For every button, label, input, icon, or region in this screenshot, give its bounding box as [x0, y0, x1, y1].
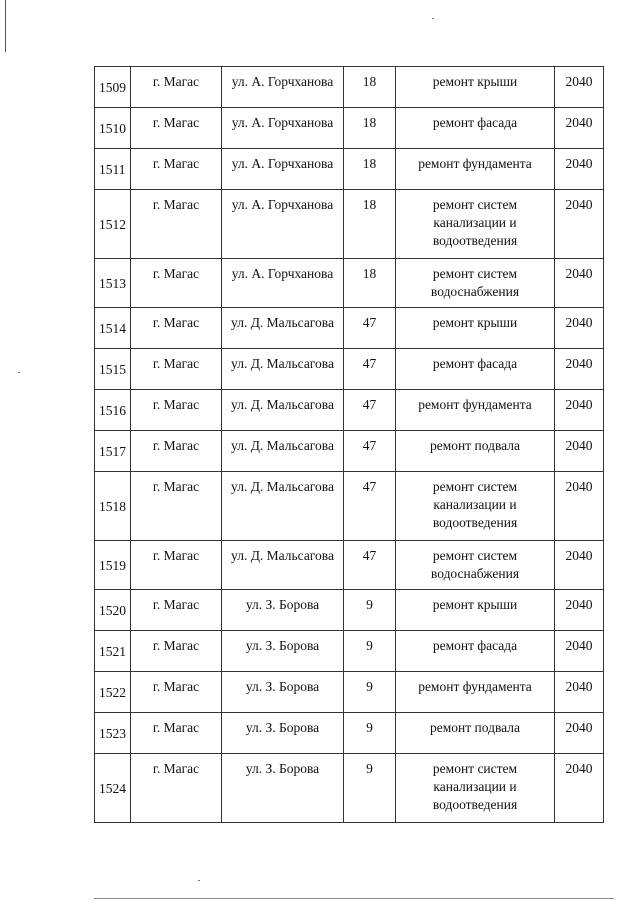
row-number: 1513: [95, 259, 131, 308]
year-cell: 2040: [555, 541, 604, 590]
street-cell: ул. Д. Мальсагова: [222, 390, 344, 431]
row-number: 1523: [95, 713, 131, 754]
table-row: [95, 349, 604, 390]
house-number-cell: 18: [344, 190, 396, 259]
year-cell: 2040: [555, 754, 604, 823]
house-number-cell: 9: [344, 672, 396, 713]
house-number-cell: 47: [344, 472, 396, 541]
row-number: 1511: [95, 149, 131, 190]
work-type-cell: ремонт фундамента: [396, 672, 555, 713]
work-type-cell: ремонт подвала: [396, 431, 555, 472]
house-number-cell: 47: [344, 308, 396, 349]
year-cell: 2040: [555, 590, 604, 631]
year-cell: 2040: [555, 190, 604, 259]
table-row: [95, 713, 604, 754]
row-number: 1519: [95, 541, 131, 590]
table-row: [95, 631, 604, 672]
street-cell: ул. А. Горчханова: [222, 149, 344, 190]
work-type-cell: ремонт крыши: [396, 308, 555, 349]
row-number: 1520: [95, 590, 131, 631]
city-cell: г. Магас: [131, 349, 222, 390]
row-number: 1514: [95, 308, 131, 349]
table-row: [95, 108, 604, 149]
house-number-cell: 9: [344, 631, 396, 672]
table-row: [95, 472, 604, 541]
table-row: [95, 541, 604, 590]
repair-schedule-table: [94, 66, 604, 823]
city-cell: г. Магас: [131, 308, 222, 349]
city-cell: г. Магас: [131, 472, 222, 541]
house-number-cell: 47: [344, 431, 396, 472]
year-cell: 2040: [555, 67, 604, 108]
city-cell: г. Магас: [131, 431, 222, 472]
year-cell: 2040: [555, 390, 604, 431]
table-row: [95, 431, 604, 472]
work-type-cell: ремонт фундамента: [396, 390, 555, 431]
scan-bottom-edge: [94, 898, 614, 899]
city-cell: г. Магас: [131, 108, 222, 149]
house-number-cell: 18: [344, 67, 396, 108]
work-type-cell: ремонт систем водоснабжения: [396, 541, 555, 590]
year-cell: 2040: [555, 431, 604, 472]
work-type-cell: ремонт фасада: [396, 631, 555, 672]
scan-speck: [18, 372, 20, 373]
year-cell: 2040: [555, 472, 604, 541]
row-number: 1521: [95, 631, 131, 672]
row-number: 1522: [95, 672, 131, 713]
table-row: [95, 190, 604, 259]
street-cell: ул. З. Борова: [222, 590, 344, 631]
city-cell: г. Магас: [131, 713, 222, 754]
work-type-cell: ремонт систем канализации и водоотведения: [396, 190, 555, 259]
year-cell: 2040: [555, 349, 604, 390]
work-type-cell: ремонт фундамента: [396, 149, 555, 190]
street-cell: ул. Д. Мальсагова: [222, 541, 344, 590]
street-cell: ул. А. Горчханова: [222, 190, 344, 259]
street-cell: ул. Д. Мальсагова: [222, 349, 344, 390]
year-cell: 2040: [555, 308, 604, 349]
row-number: 1517: [95, 431, 131, 472]
table-row: [95, 308, 604, 349]
city-cell: г. Магас: [131, 672, 222, 713]
table-row: [95, 590, 604, 631]
house-number-cell: 47: [344, 349, 396, 390]
house-number-cell: 9: [344, 713, 396, 754]
table-row: [95, 390, 604, 431]
street-cell: ул. Д. Мальсагова: [222, 431, 344, 472]
year-cell: 2040: [555, 108, 604, 149]
table-row: [95, 672, 604, 713]
street-cell: ул. Д. Мальсагова: [222, 472, 344, 541]
row-number: 1524: [95, 754, 131, 823]
row-number: 1510: [95, 108, 131, 149]
year-cell: 2040: [555, 672, 604, 713]
scan-speck: [432, 18, 434, 19]
work-type-cell: ремонт крыши: [396, 590, 555, 631]
year-cell: 2040: [555, 631, 604, 672]
work-type-cell: ремонт подвала: [396, 713, 555, 754]
work-type-cell: ремонт фасада: [396, 349, 555, 390]
street-cell: ул. З. Борова: [222, 713, 344, 754]
scan-speck: [198, 880, 200, 881]
scan-edge-mark: [5, 0, 6, 52]
house-number-cell: 9: [344, 590, 396, 631]
table-row: [95, 754, 604, 823]
city-cell: г. Магас: [131, 590, 222, 631]
row-number: 1515: [95, 349, 131, 390]
table-row: [95, 149, 604, 190]
city-cell: г. Магас: [131, 190, 222, 259]
street-cell: ул. А. Горчханова: [222, 108, 344, 149]
work-type-cell: ремонт крыши: [396, 67, 555, 108]
row-number: 1512: [95, 190, 131, 259]
house-number-cell: 18: [344, 259, 396, 308]
row-number: 1518: [95, 472, 131, 541]
year-cell: 2040: [555, 259, 604, 308]
street-cell: ул. З. Борова: [222, 631, 344, 672]
table-row: [95, 259, 604, 308]
work-type-cell: ремонт систем канализации и водоотведения: [396, 754, 555, 823]
work-type-cell: ремонт фасада: [396, 108, 555, 149]
table-row: [95, 67, 604, 108]
city-cell: г. Магас: [131, 754, 222, 823]
year-cell: 2040: [555, 149, 604, 190]
street-cell: ул. А. Горчханова: [222, 259, 344, 308]
house-number-cell: 9: [344, 754, 396, 823]
work-type-cell: ремонт систем водоснабжения: [396, 259, 555, 308]
city-cell: г. Магас: [131, 259, 222, 308]
row-number: 1516: [95, 390, 131, 431]
house-number-cell: 18: [344, 108, 396, 149]
street-cell: ул. З. Борова: [222, 672, 344, 713]
city-cell: г. Магас: [131, 631, 222, 672]
year-cell: 2040: [555, 713, 604, 754]
city-cell: г. Магас: [131, 541, 222, 590]
city-cell: г. Магас: [131, 390, 222, 431]
work-type-cell: ремонт систем канализации и водоотведения: [396, 472, 555, 541]
city-cell: г. Магас: [131, 149, 222, 190]
house-number-cell: 47: [344, 390, 396, 431]
street-cell: ул. А. Горчханова: [222, 67, 344, 108]
row-number: 1509: [95, 67, 131, 108]
street-cell: ул. Д. Мальсагова: [222, 308, 344, 349]
house-number-cell: 18: [344, 149, 396, 190]
house-number-cell: 47: [344, 541, 396, 590]
city-cell: г. Магас: [131, 67, 222, 108]
street-cell: ул. З. Борова: [222, 754, 344, 823]
